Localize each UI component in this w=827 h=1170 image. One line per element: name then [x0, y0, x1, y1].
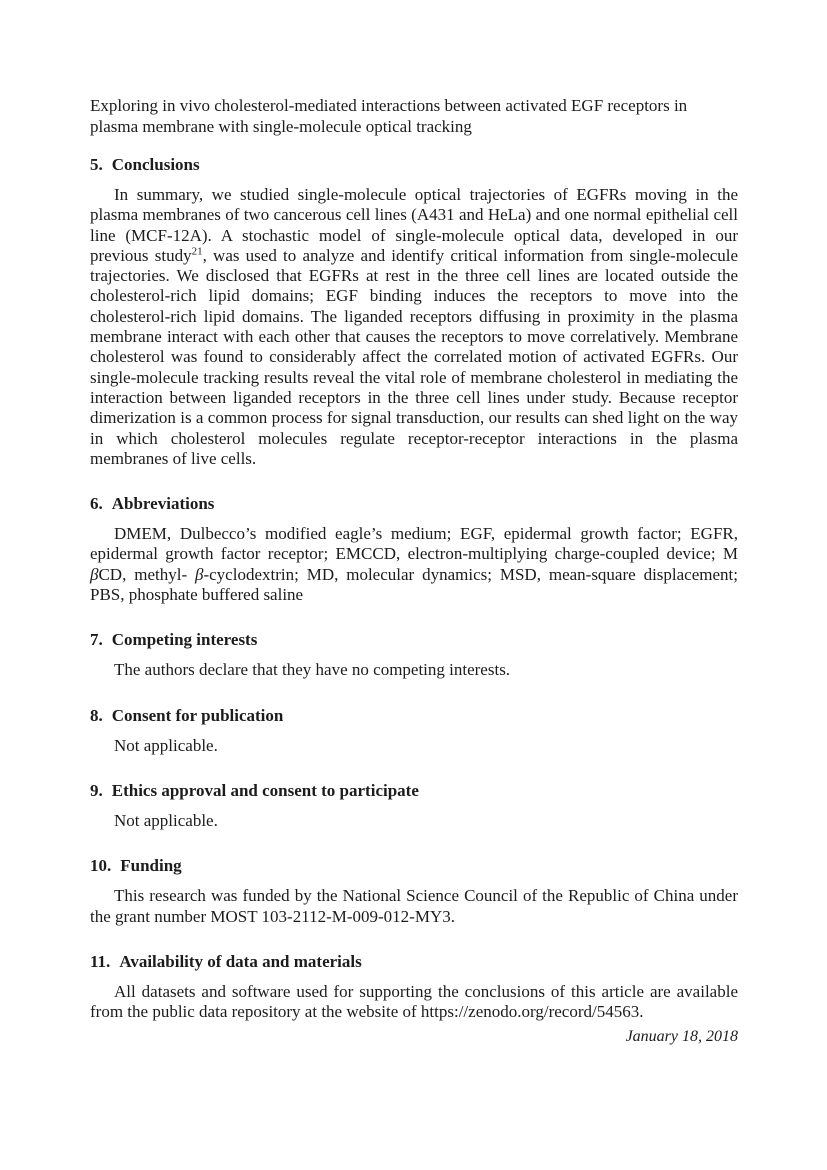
page-content [90, 95, 738, 1047]
section-number: 7. [90, 630, 103, 650]
running-title: Exploring in vivo cholesterol-mediated interactions between activated EGF receptors in plasma membrane with single-molecule optical tracking [90, 96, 688, 136]
section-number: 8. [90, 705, 103, 725]
section-title: Abbreviations [111, 494, 215, 514]
consent-publication-paragraph: Not applicable. [114, 735, 218, 755]
competing-interests-paragraph: The authors declare that they have no competing interests. [114, 660, 511, 680]
abbreviations-text: CD, methyl- [98, 564, 195, 584]
section-heading-availability [90, 951, 738, 972]
abbreviations-paragraph [90, 524, 738, 605]
section-title: Conclusions [111, 155, 200, 174]
section-number: 5. [90, 155, 103, 174]
section-number: 10. [90, 856, 112, 876]
conclusions-paragraph [90, 185, 738, 469]
reference-superscript: 21 [191, 245, 203, 258]
abbreviations-text: -cyclodextrin; MD, molecular dynamics; MSD, mean-square displacement; PBS, phosphate buffered saline [90, 564, 738, 605]
abbreviations-text: DMEM, Dulbecco’s modified eagle’s medium; EGF, epidermal growth factor; EGFR, epidermal growth factor receptor; EMCCD, electron-multiplying charge-coupled device; M [90, 524, 738, 564]
section-heading-funding [90, 855, 738, 876]
beta-symbol: β [195, 564, 204, 584]
conclusions-text-after-ref: , was used to analyze and identify critical information from single-molecule trajectories. We disclosed that EGFRs at rest in the three cell lines are located outside the cholesterol-rich lipid domains; EGF binding induces the receptors to move into the cholesterol-rich lipid domains. The liganded receptors diffusing in proximity in the plasma membrane interact with each other that causes the receptors to move correlatively. Membrane cholesterol was found to considerably affect the correlated motion of activated EGFRs. Our single-molecule tracking results reveal the vital role of membrane cholesterol in mediating the interaction between liganded receptors in the three cell lines under study. Because receptor dimerization is a common process for signal transduction, our results can shed light on the way in which cholesterol molecules regulate receptor-receptor interactions in the plasma membranes of live cells. [90, 245, 739, 468]
section-number: 6. [90, 494, 103, 514]
section-heading-abbreviations [90, 493, 738, 514]
section-heading-conclusions [90, 154, 738, 175]
availability-paragraph: All datasets and software used for supporting the conclusions of this article are available from the public data repository at the website of https://zenodo.org/record/54563. [90, 981, 738, 1022]
section-title: Consent for publication [111, 705, 284, 725]
section-number: 11. [90, 951, 111, 971]
section-heading-competing-interests [90, 629, 738, 650]
section-number: 9. [90, 780, 103, 800]
section-title: Ethics approval and consent to participate [111, 780, 419, 800]
section-heading-ethics [90, 780, 738, 801]
section-title: Funding [120, 856, 182, 876]
conclusions-text-before-ref: In summary, we studied single-molecule optical trajectories of EGFRs moving in the plasma membranes of two cancerous cell lines (A431 and HeLa) and one normal epithelial cell line (MCF-12A). A stochastic model of single-molecule optical data, developed in our previous study [90, 185, 738, 265]
ethics-paragraph: Not applicable. [114, 810, 218, 830]
beta-symbol: β [90, 564, 99, 584]
section-heading-consent-publication [90, 705, 738, 726]
document-date: January 18, 2018 [625, 1028, 738, 1046]
section-title: Availability of data and materials [119, 951, 362, 971]
funding-paragraph: This research was funded by the National Science Council of the Republic of China under the grant number MOST 103-2112-M-009-012-MY3. [90, 886, 738, 926]
section-title: Competing interests [111, 630, 258, 650]
